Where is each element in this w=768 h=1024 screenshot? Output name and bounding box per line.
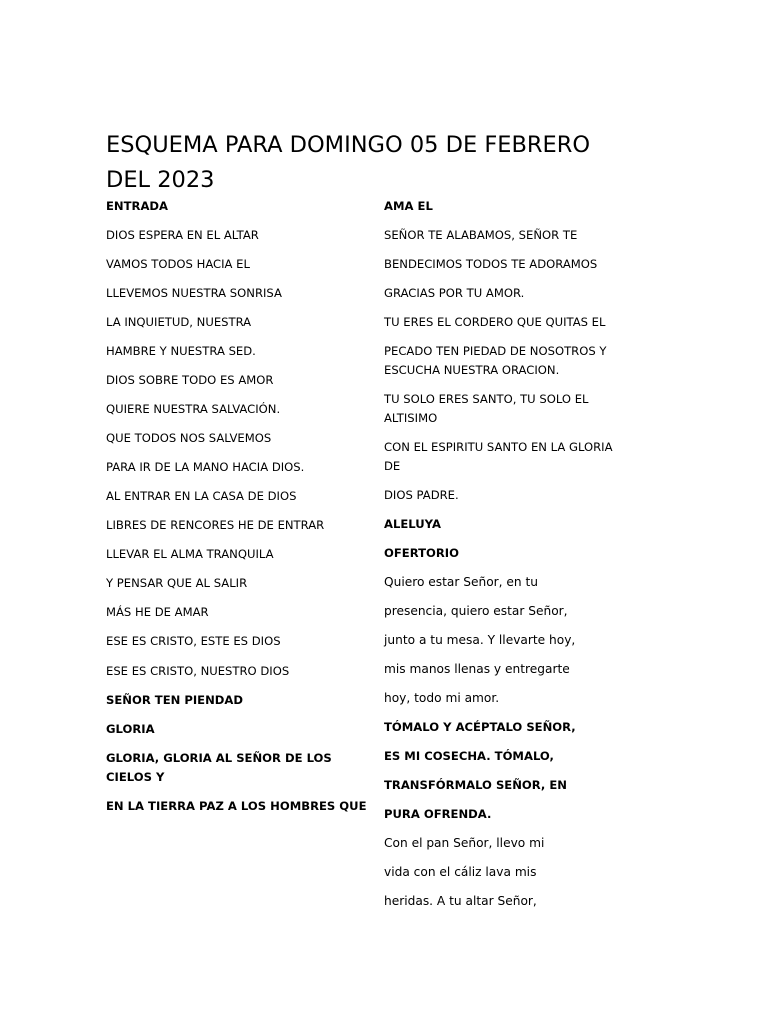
lyric-line: HAMBRE Y NUESTRA SED. [106,344,256,358]
lyric-line: TU SOLO ERES SANTO, TU SOLO EL ALTISIMO [384,392,589,425]
lyric-line: GRACIAS POR TU AMOR. [384,286,525,300]
lyric-line: LLEVEMOS NUESTRA SONRISA [106,286,282,300]
section-heading-entrada: ENTRADA [106,199,169,213]
lyric-line: SEÑOR TE ALABAMOS, SEÑOR TE [384,228,578,242]
lyric-line: EN LA TIERRA PAZ A LOS HOMBRES QUE [106,799,367,813]
lyric-line: TÓMALO Y ACÉPTALO SEÑOR, [384,720,576,734]
lyric-line: DIOS ESPERA EN EL ALTAR [106,228,259,242]
lyric-line: TU ERES EL CORDERO QUE QUITAS EL [384,315,606,329]
lyric-line: presencia, quiero estar Señor, [384,604,568,618]
lyric-line: LIBRES DE RENCORES HE DE ENTRAR [106,518,325,532]
lyric-line: Y PENSAR QUE AL SALIR [106,576,248,590]
lyric-line: DIOS SOBRE TODO ES AMOR [106,373,274,387]
lyric-line: vida con el cáliz lava mis [384,865,537,879]
lyric-line: heridas. A tu altar Señor, [384,894,537,908]
lyric-line: ESE ES CRISTO, NUESTRO DIOS [106,664,290,678]
lyric-line: QUIERE NUESTRA SALVACIÓN. [106,402,281,416]
document-title: ESQUEMA PARA DOMINGO 05 DE FEBRERO DEL 2023 [106,132,591,193]
section-heading-senor-ten-piedad: SEÑOR TEN PIENDAD [106,693,244,707]
lyric-line: TRANSFÓRMALO SEÑOR, EN [384,778,567,792]
section-heading-ofertorio: OFERTORIO [384,546,459,560]
lyric-line: LA INQUIETUD, NUESTRA [106,315,252,329]
lyric-line: ESE ES CRISTO, ESTE ES DIOS [106,634,281,648]
lyric-line: ES MI COSECHA. TÓMALO, [384,749,554,763]
lyric-line: PECADO TEN PIEDAD DE NOSOTROS Y ESCUCHA NUESTRA ORACION. [384,344,607,377]
lyric-line: GLORIA, GLORIA AL SEÑOR DE LOS CIELOS Y [106,751,332,784]
lyric-line: Con el pan Señor, llevo mi [384,836,545,850]
lyric-line: hoy, todo mi amor. [384,691,500,705]
lyric-line: AMA EL [384,199,433,213]
lyric-line: DIOS PADRE. [384,488,459,502]
lyric-line: AL ENTRAR EN LA CASA DE DIOS [106,489,297,503]
lyric-line: PARA IR DE LA MANO HACIA DIOS. [106,460,305,474]
section-heading-gloria: GLORIA [106,722,155,736]
lyric-line: Quiero estar Señor, en tu [384,575,539,589]
lyric-line: mis manos llenas y entregarte [384,662,570,676]
lyric-line: CON EL ESPIRITU SANTO EN LA GLORIA DE [384,440,613,473]
lyric-line: MÁS HE DE AMAR [106,605,209,619]
section-heading-aleluya: ALELUYA [384,517,441,531]
lyric-line: QUE TODOS NOS SALVEMOS [106,431,272,445]
lyric-line: BENDECIMOS TODOS TE ADORAMOS [384,257,598,271]
lyric-line: LLEVAR EL ALMA TRANQUILA [106,547,274,561]
lyric-line: PURA OFRENDA. [384,807,492,821]
lyric-line: junto a tu mesa. Y llevarte hoy, [384,633,576,647]
lyric-line: VAMOS TODOS HACIA EL [106,257,250,271]
